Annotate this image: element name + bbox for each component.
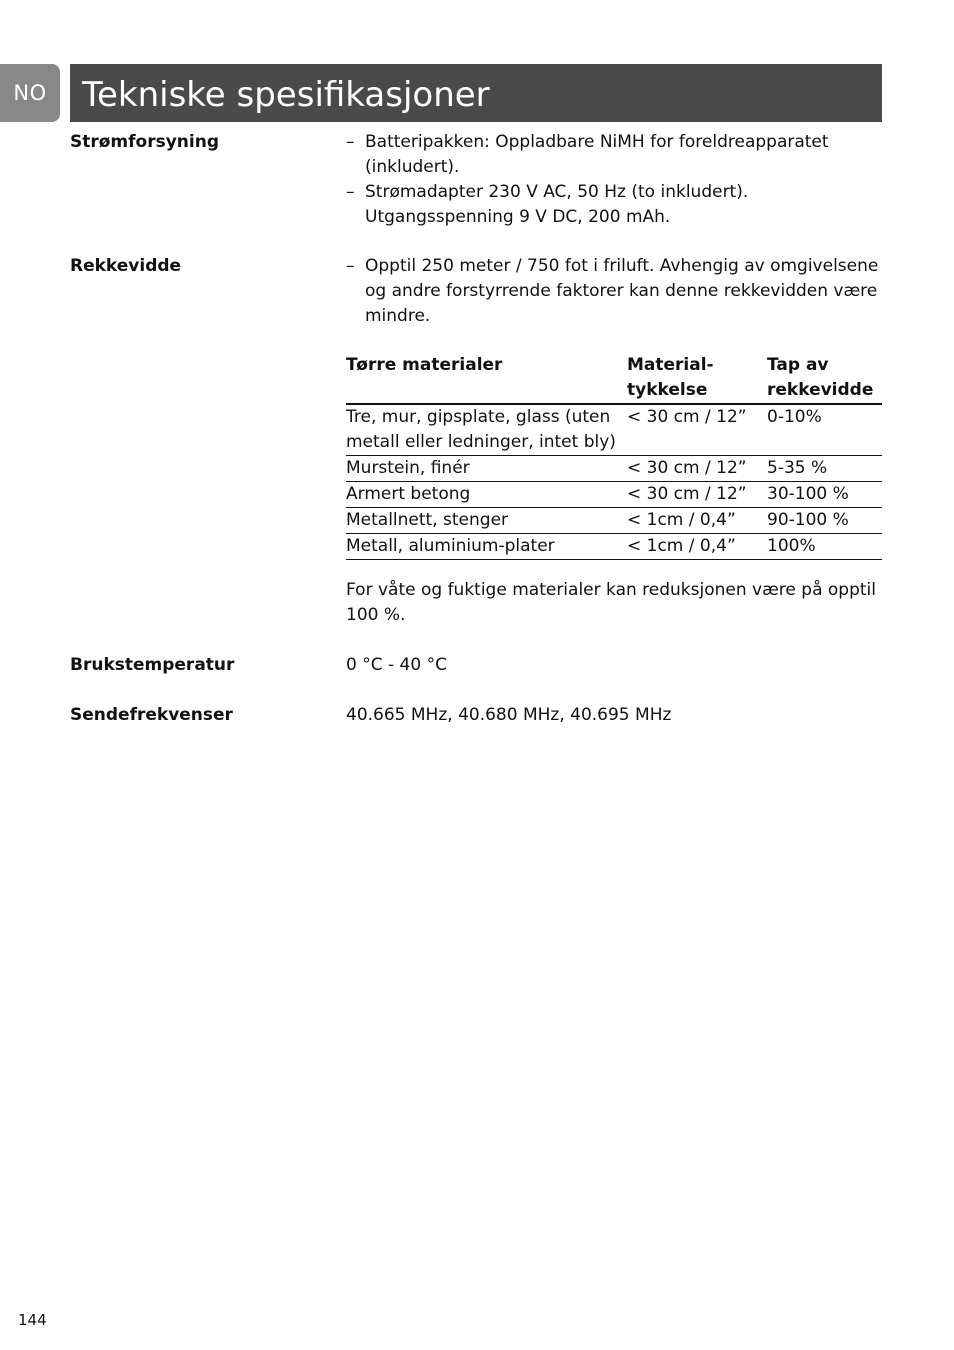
table-cell: 90-100 %	[767, 508, 882, 534]
bullet-dash: –	[346, 256, 355, 276]
frequencies-label: Sendefrekvenser	[70, 705, 233, 725]
page-number: 144	[18, 1311, 47, 1329]
list-item	[346, 254, 882, 329]
table-cell: < 1cm / 0,4”	[627, 508, 767, 534]
table-header-row	[346, 353, 882, 404]
table-cell: Metall, aluminium-plater	[346, 534, 627, 560]
bullet-dash: –	[346, 132, 355, 152]
table-cell: 5-35 %	[767, 456, 882, 482]
column-header-range-loss: Tap av rekkevidde	[767, 353, 882, 404]
range-note: For våte og fuktige materialer kan reduksjonen være på opptil 100 %.	[346, 580, 876, 625]
table-row	[346, 456, 882, 482]
bullet-text: Opptil 250 meter / 750 fot i friluft. Avhengig av omgivelsene og andre forstyrrende faktorer kan denne rekkevidden være mindre.	[365, 256, 879, 326]
range-content	[346, 254, 882, 329]
table-row	[346, 508, 882, 534]
bullet-text: Strømadapter 230 V AC, 50 Hz (to inkludert). Utgangsspenning 9 V DC, 200 mAh.	[365, 182, 749, 227]
list-item	[346, 130, 882, 180]
bullet-dash: –	[346, 182, 355, 202]
temperature-label: Brukstemperatur	[70, 655, 235, 675]
table-cell: < 30 cm / 12”	[627, 456, 767, 482]
table-cell: < 1cm / 0,4”	[627, 534, 767, 560]
list-item	[346, 180, 882, 230]
table-cell: < 30 cm / 12”	[627, 404, 767, 456]
power-supply-content	[346, 130, 882, 230]
page-title: Tekniske spesifikasjoner	[70, 64, 882, 122]
table-cell: Tre, mur, gipsplate, glass (uten metall eller ledninger, intet bly)	[346, 404, 627, 456]
table-cell: Murstein, finér	[346, 456, 627, 482]
table-cell: 100%	[767, 534, 882, 560]
bullet-text: Batteripakken: Oppladbare NiMH for foreldreapparatet (inkludert).	[365, 132, 829, 177]
frequencies-value: 40.665 MHz, 40.680 MHz, 40.695 MHz	[346, 705, 672, 725]
table-cell: 30-100 %	[767, 482, 882, 508]
temperature-value: 0 °C - 40 °C	[346, 655, 447, 675]
table-cell: Armert betong	[346, 482, 627, 508]
language-tab: NO	[0, 64, 60, 122]
materials-table	[346, 353, 882, 560]
column-header-material: Tørre materialer	[346, 353, 627, 404]
table-cell: Metallnett, stenger	[346, 508, 627, 534]
range-label: Rekkevidde	[70, 256, 182, 276]
table-row	[346, 404, 882, 456]
power-supply-label: Strømforsyning	[70, 132, 220, 152]
table-cell: < 30 cm / 12”	[627, 482, 767, 508]
table-row	[346, 482, 882, 508]
table-cell: 0-10%	[767, 404, 882, 456]
column-header-thickness: Material- tykkelse	[627, 353, 767, 404]
table-row	[346, 534, 882, 560]
